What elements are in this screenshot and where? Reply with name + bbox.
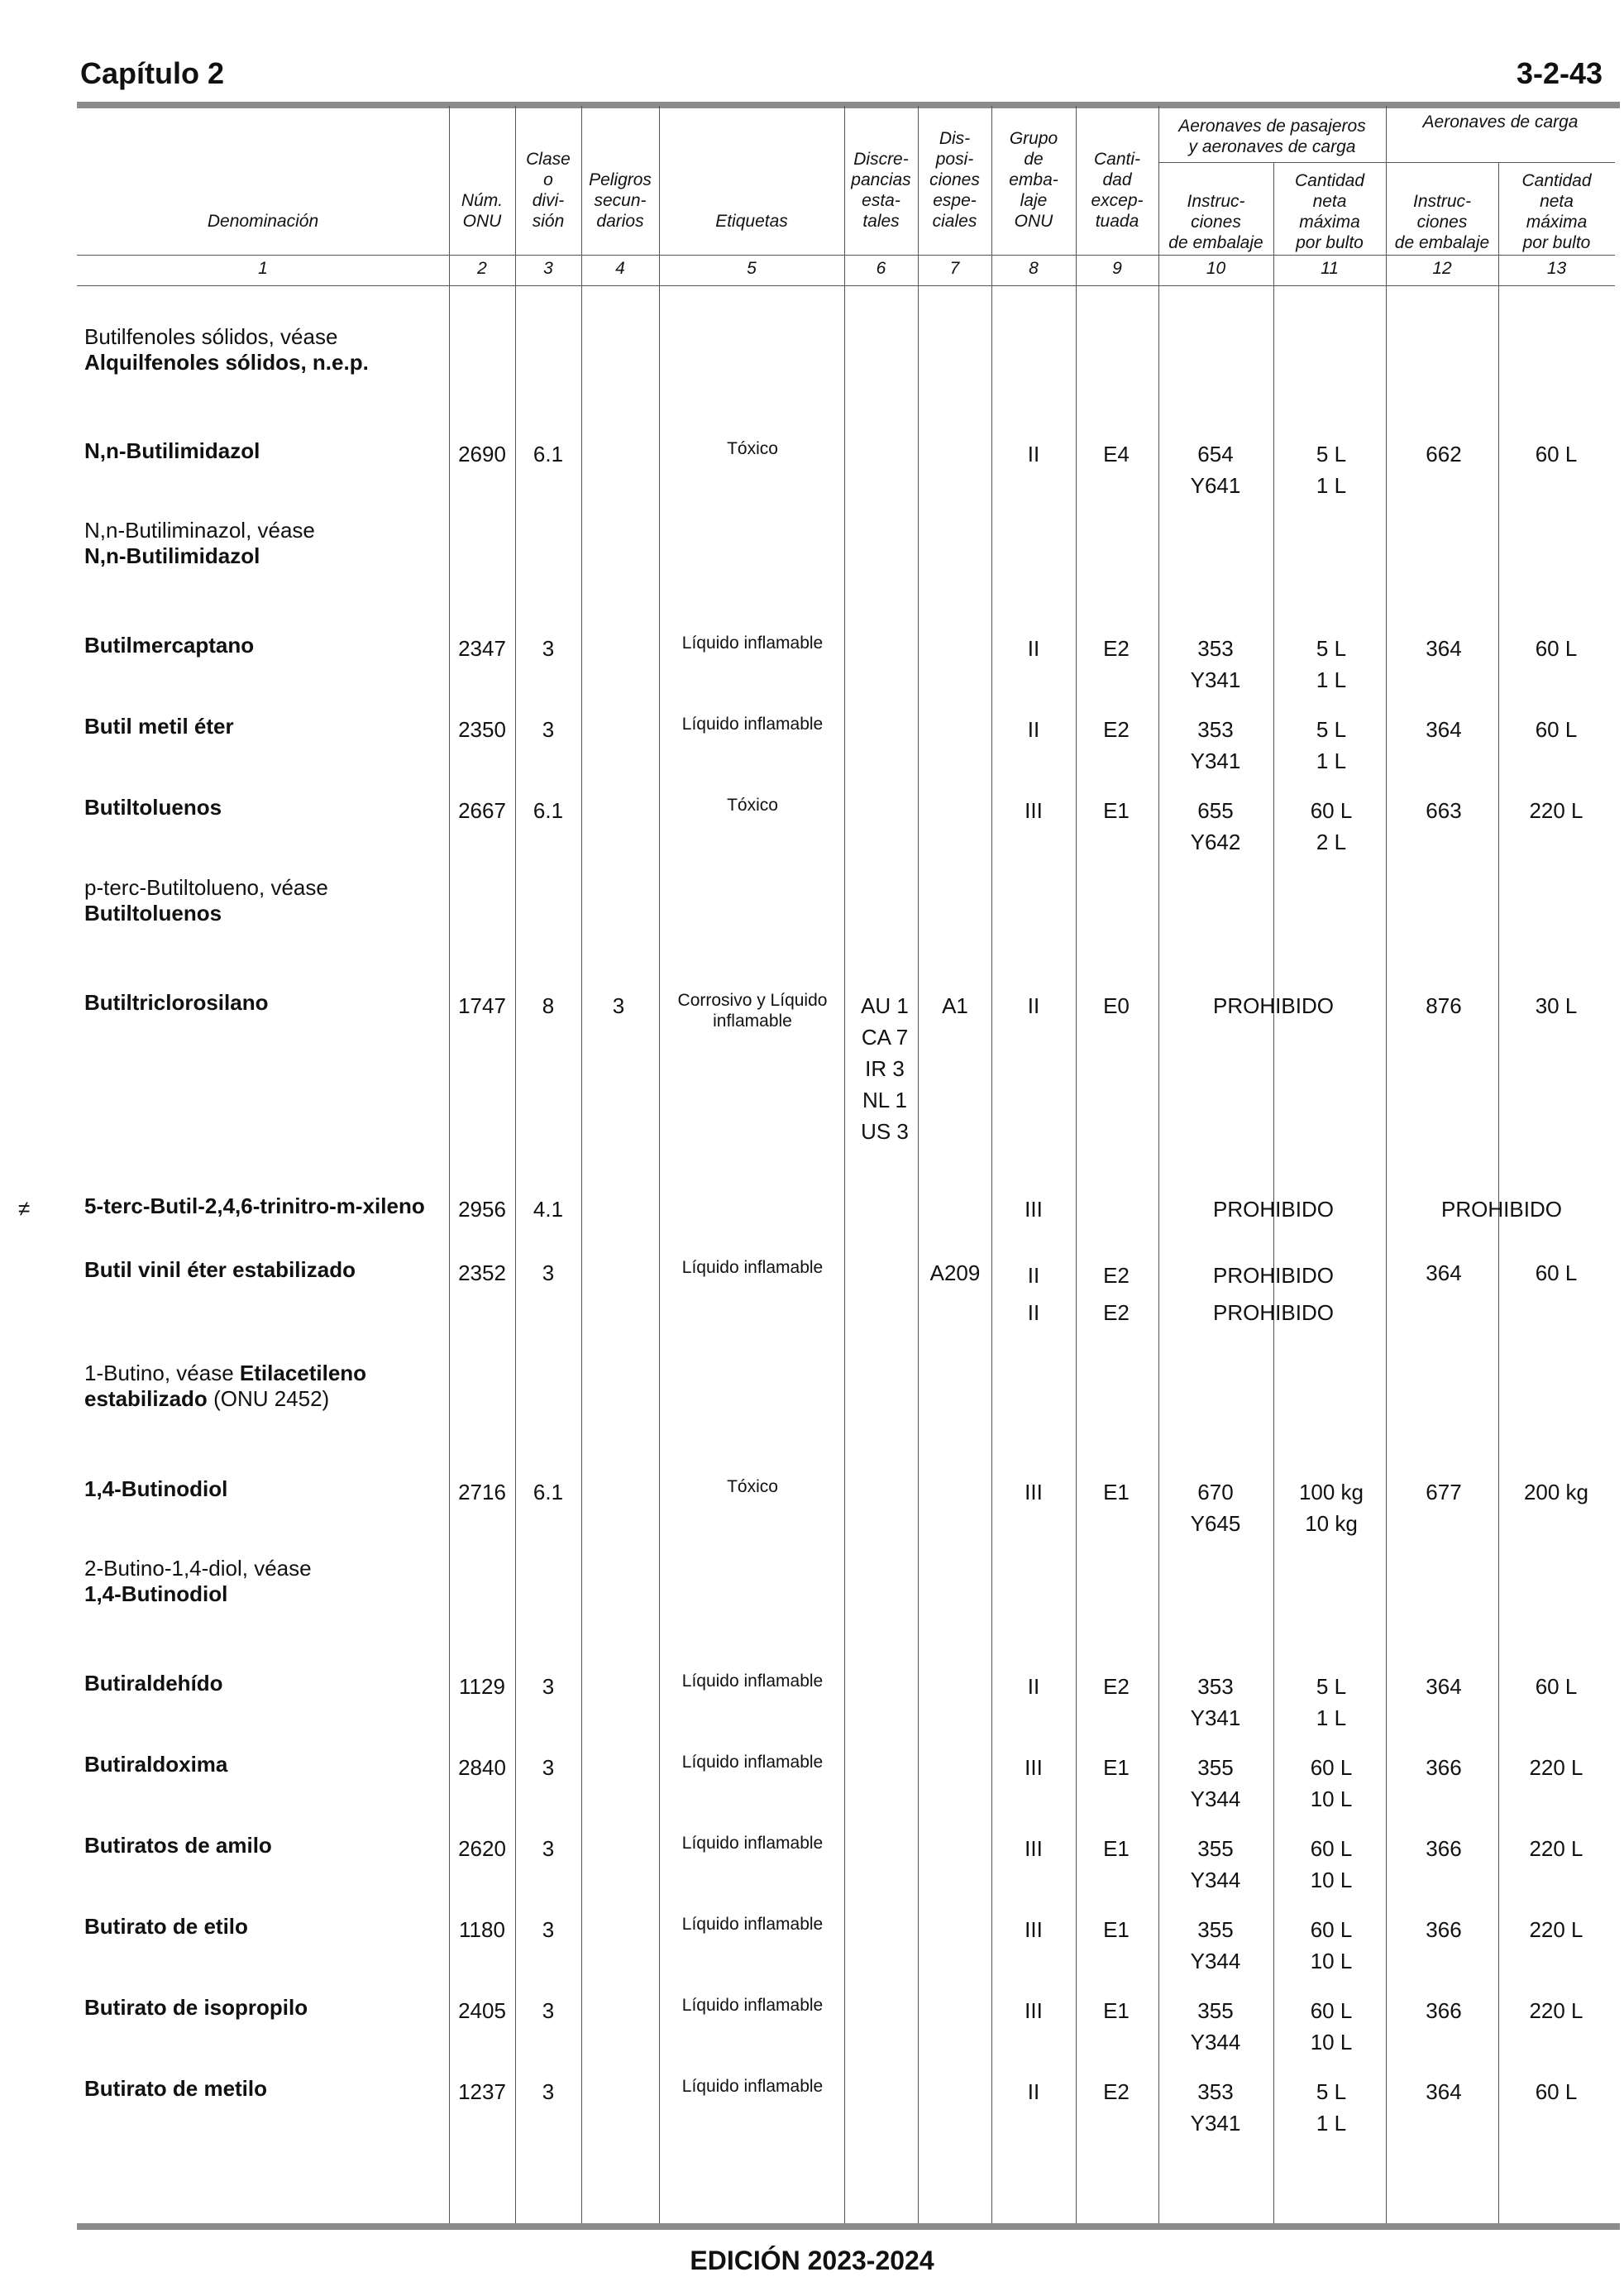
excepted-qty: E1 [1103, 1998, 1130, 2023]
qty-pass: 100 kg 10 kg [1298, 1480, 1364, 1536]
onu-number: 2620 [458, 1836, 506, 1861]
excepted-qty: E1 [1103, 1917, 1130, 1942]
instr-pass: 353 Y341 [1190, 2079, 1241, 2136]
excepted-qty: E2 [1103, 2079, 1130, 2104]
instr-pass: 355 Y344 [1190, 1755, 1241, 1811]
qty-cargo: 30 L [1535, 993, 1578, 1018]
header-instr-pass: Instruc- ciones de embalaje [1168, 192, 1263, 252]
class-division: 3 [542, 2079, 555, 2104]
secondary-hazard: 3 [612, 993, 625, 1018]
qty-pass: 60 L 10 L [1310, 1998, 1353, 2054]
colnum-11: 11 [1321, 259, 1339, 278]
entry-name: p-terc-Butiltolueno, véase Butiltoluenos [84, 875, 328, 926]
qty-pass: 5 L 1 L [1316, 442, 1347, 498]
colnum-8: 8 [1029, 259, 1039, 278]
instr-pass: 355 Y344 [1190, 1836, 1241, 1892]
header-labels: Etiquetas [715, 212, 788, 231]
qty-cargo: 60 L [1535, 2079, 1578, 2104]
qty-cargo: 200 kg [1523, 1480, 1589, 1504]
labels: Líquido inflamable [681, 715, 824, 734]
excepted-qty: E0 [1103, 993, 1130, 1018]
qty-cargo: 220 L [1529, 1998, 1583, 2023]
packing-group: III [1025, 1480, 1043, 1504]
qty-pass: 60 L 2 L [1310, 798, 1353, 854]
onu-number: 2350 [458, 717, 506, 742]
packing-group: II [1027, 636, 1040, 661]
colnum-5: 5 [747, 259, 757, 278]
instr-cargo: 366 [1426, 1998, 1462, 2023]
entry-name: Butilmercaptano [84, 633, 255, 658]
header-discrepancies: Discre- pancias esta- tales [851, 150, 911, 231]
colnum-10: 10 [1206, 259, 1226, 278]
instr-cargo: 364 [1426, 2079, 1462, 2104]
onu-number: 2956 [458, 1197, 506, 1222]
class-division: 3 [542, 1917, 555, 1942]
instr-cargo: 876 [1426, 993, 1462, 1018]
excepted-qty: E1 [1103, 1836, 1130, 1861]
labels: Líquido inflamable [681, 1258, 824, 1277]
passenger-forbidden: PROHIBIDO PROHIBIDO [1213, 1263, 1334, 1325]
page-number: 3-2-43 [1516, 56, 1603, 90]
instr-cargo: 663 [1426, 798, 1462, 823]
colnum-3: 3 [543, 259, 553, 278]
header-special: Dis- posi- ciones espe- ciales [929, 129, 980, 231]
header-class: Clase o divi- sión [526, 150, 571, 231]
qty-pass: 5 L 1 L [1316, 636, 1347, 692]
qty-pass: 60 L 10 L [1310, 1755, 1353, 1811]
qty-cargo: 220 L [1529, 798, 1583, 823]
header-instr-cargo: Instruc- ciones de embalaje [1394, 192, 1490, 252]
qty-cargo: 220 L [1529, 1917, 1583, 1942]
excepted-qty: E2 [1103, 717, 1130, 742]
header-qty-pass: Cantidad neta máxima por bulto [1294, 171, 1365, 252]
colnum-9: 9 [1112, 259, 1122, 278]
instr-pass: 654 Y641 [1190, 442, 1241, 498]
labels: Tóxico [727, 1477, 778, 1496]
entry-name: N,n-Butilimidazol [84, 438, 260, 463]
packing-group: II [1027, 993, 1040, 1018]
edition-footer: EDICIÓN 2023-2024 [690, 2246, 934, 2275]
qty-pass: 5 L 1 L [1316, 717, 1347, 773]
labels: Líquido inflamable [681, 1996, 824, 2015]
onu-number: 2405 [458, 1998, 506, 2023]
entry-name: Butiraldehído [84, 1671, 223, 1696]
onu-number: 2667 [458, 798, 506, 823]
qty-cargo: 60 L [1535, 442, 1578, 466]
cargo-forbidden: PROHIBIDO [1441, 1197, 1562, 1222]
qty-cargo: 220 L [1529, 1836, 1583, 1861]
bottom-rule [77, 2223, 1620, 2230]
header-passenger-group: Aeronaves de pasajeros y aeronaves de carga [1178, 117, 1366, 156]
excepted-qty: E2 E2 [1103, 1263, 1130, 1325]
packing-group: III [1025, 1197, 1043, 1222]
colnum-1: 1 [258, 259, 268, 278]
packing-group: III [1025, 798, 1043, 823]
instr-pass: 353 Y341 [1190, 717, 1241, 773]
header-cargo-group: Aeronaves de carga [1422, 112, 1579, 132]
qty-pass: 60 L 10 L [1310, 1917, 1353, 1973]
class-division: 8 [542, 993, 555, 1018]
class-division: 3 [542, 717, 555, 742]
passenger-forbidden: PROHIBIDO [1213, 1197, 1334, 1222]
class-division: 6.1 [533, 798, 564, 823]
entry-name: Butirato de metilo [84, 2076, 268, 2101]
special-provisions: A209 [929, 1260, 981, 1285]
packing-group: II [1027, 1674, 1040, 1699]
onu-number: 2690 [458, 442, 506, 466]
entry-name: Butirato de isopropilo [84, 1995, 308, 2020]
packing-group: III [1025, 1998, 1043, 2023]
excepted-qty: E1 [1103, 1755, 1130, 1780]
entry-name: Butil metil éter [84, 714, 234, 739]
class-division: 3 [542, 636, 555, 661]
colnum-6: 6 [876, 259, 886, 278]
instr-cargo: 677 [1426, 1480, 1462, 1504]
colnum-12: 12 [1432, 259, 1452, 278]
packing-group: III [1025, 1836, 1043, 1861]
packing-group: III [1025, 1917, 1043, 1942]
excepted-qty: E1 [1103, 798, 1130, 823]
class-division: 6.1 [533, 1480, 564, 1504]
class-division: 3 [542, 1836, 555, 1861]
instr-pass: 655 Y642 [1190, 798, 1241, 854]
class-division: 4.1 [533, 1197, 564, 1222]
packing-group: II [1027, 442, 1040, 466]
instr-cargo: 662 [1426, 442, 1462, 466]
packing-group: II [1027, 717, 1040, 742]
special-provisions: A1 [942, 993, 968, 1018]
passenger-forbidden: PROHIBIDO [1213, 993, 1334, 1018]
entry-name: Butil vinil éter estabilizado [84, 1257, 356, 1282]
colnum-4: 4 [615, 259, 625, 278]
instr-cargo: 364 [1426, 636, 1462, 661]
class-division: 3 [542, 1260, 555, 1285]
instr-cargo: 364 [1426, 717, 1462, 742]
entry-name: Butilfenoles sólidos, véase Alquilfenoles sólidos, n.e.p. [84, 324, 369, 375]
entry-name: Butiratos de amilo [84, 1833, 272, 1858]
excepted-qty: E2 [1103, 636, 1130, 661]
header-onu: Núm. ONU [461, 191, 504, 231]
instr-pass: 353 Y341 [1190, 636, 1241, 692]
instr-cargo: 366 [1426, 1755, 1462, 1780]
qty-pass: 60 L 10 L [1310, 1836, 1353, 1892]
instr-pass: 353 Y341 [1190, 1674, 1241, 1730]
qty-pass: 5 L 1 L [1316, 1674, 1347, 1730]
entry-name: 2-Butino-1,4-diol, véase 1,4-Butinodiol [84, 1556, 312, 1606]
onu-number: 1129 [459, 1674, 505, 1699]
packing-group: II [1027, 2079, 1040, 2104]
entry-name: Butiltriclorosilano [84, 990, 269, 1015]
qty-cargo: 60 L [1535, 717, 1578, 742]
instr-pass: 355 Y344 [1190, 1917, 1241, 1973]
header-qty-cargo: Cantidad neta máxima por bulto [1521, 171, 1592, 252]
onu-number: 1180 [459, 1917, 505, 1942]
chapter-title: Capítulo 2 [80, 56, 225, 90]
instr-cargo: 364 [1426, 1260, 1462, 1285]
state-discrepancies: AU 1 CA 7 IR 3 NL 1 US 3 [861, 993, 909, 1144]
excepted-qty: E1 [1103, 1480, 1130, 1504]
labels: Tóxico [727, 796, 778, 815]
onu-number: 1747 [458, 993, 506, 1018]
class-division: 3 [542, 1998, 555, 2023]
labels: Líquido inflamable [681, 1915, 824, 1934]
labels: Tóxico [727, 439, 778, 458]
instr-pass: 670 Y645 [1190, 1480, 1241, 1536]
entry-name: 5-terc-Butil-2,4,6-trinitro-m-xileno [84, 1193, 425, 1218]
colnum-2: 2 [477, 259, 487, 278]
qty-cargo: 60 L [1535, 1260, 1578, 1285]
excepted-qty: E2 [1103, 1674, 1130, 1699]
labels: Líquido inflamable [681, 2077, 824, 2096]
header-secondary: Peligros secun- darios [589, 170, 652, 231]
class-division: 6.1 [533, 442, 564, 466]
instr-cargo: 366 [1426, 1836, 1462, 1861]
labels: Corrosivo y Líquido inflamable [677, 991, 828, 1031]
entry-name: 1-Butino, véase Etilacetileno estabilizado (ONU 2452) [84, 1361, 367, 1411]
qty-cargo: 220 L [1529, 1755, 1583, 1780]
excepted-qty: E4 [1103, 442, 1130, 466]
entry-name: Butiraldoxima [84, 1752, 228, 1777]
instr-cargo: 364 [1426, 1674, 1462, 1699]
entry-name: Butirato de etilo [84, 1914, 248, 1939]
class-division: 3 [542, 1674, 555, 1699]
qty-cargo: 60 L [1535, 1674, 1578, 1699]
header-group: Grupo de emba- laje ONU [1009, 129, 1058, 231]
header-name: Denominación [207, 212, 319, 231]
onu-number: 1237 [458, 2079, 506, 2104]
colnum-7: 7 [949, 259, 960, 278]
qty-pass: 5 L 1 L [1316, 2079, 1347, 2136]
instr-pass: 355 Y344 [1190, 1998, 1241, 2054]
packing-group: II II [1027, 1263, 1040, 1325]
entry-name: Butiltoluenos [84, 795, 222, 820]
class-division: 3 [542, 1755, 555, 1780]
labels: Líquido inflamable [681, 1672, 824, 1691]
instr-cargo: 366 [1426, 1917, 1462, 1942]
qty-cargo: 60 L [1535, 636, 1578, 661]
labels: Líquido inflamable [681, 1834, 824, 1853]
onu-number: 2840 [458, 1755, 506, 1780]
onu-number: 2352 [458, 1260, 506, 1285]
onu-number: 2347 [458, 636, 506, 661]
entry-name: N,n-Butiliminazol, véase N,n-Butilimidazol [84, 518, 315, 568]
entry-name: 1,4-Butinodiol [84, 1476, 228, 1501]
header-excepted: Canti- dad excep- tuada [1091, 150, 1144, 231]
revision-mark: ≠ [18, 1196, 31, 1221]
labels: Líquido inflamable [681, 1753, 824, 1772]
packing-group: III [1025, 1755, 1043, 1780]
colnum-13: 13 [1546, 259, 1567, 278]
onu-number: 2716 [458, 1480, 506, 1504]
labels: Líquido inflamable [681, 634, 824, 653]
